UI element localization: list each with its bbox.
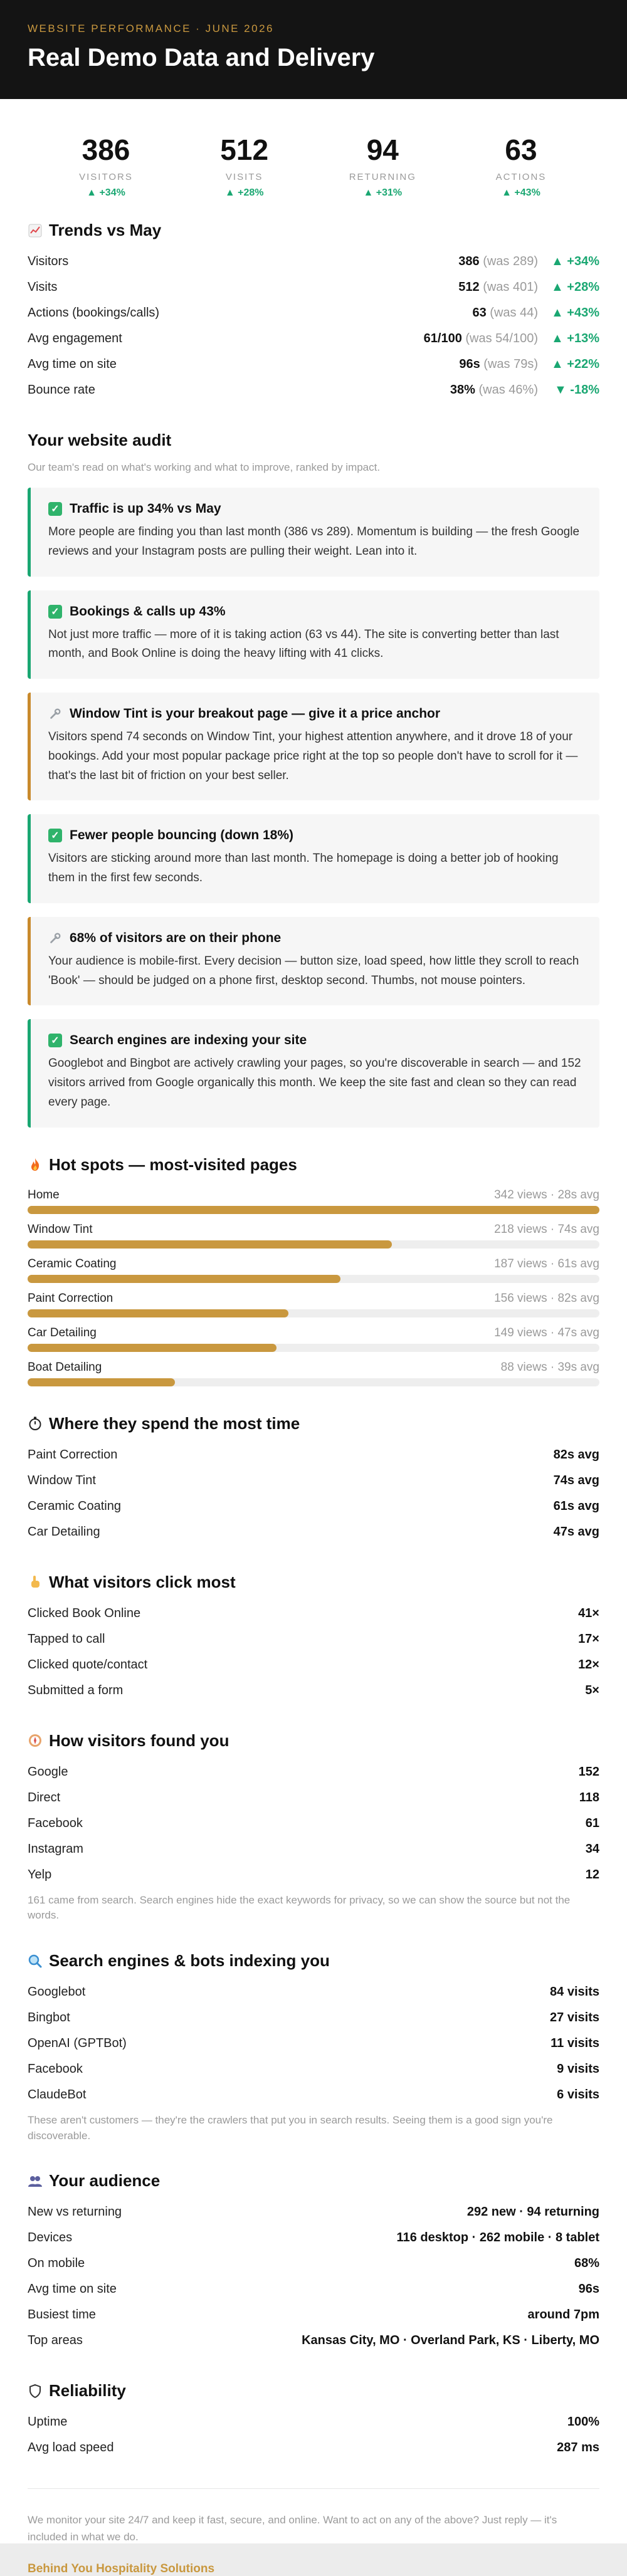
- trend-was: (was 79s): [483, 357, 538, 371]
- hotspot-stat: 156 views · 82s avg: [494, 1291, 599, 1305]
- kpi-value: 94: [366, 134, 399, 166]
- people-icon: [28, 2174, 43, 2189]
- trend-value: 512: [458, 280, 480, 294]
- audit-card-title: [48, 604, 582, 619]
- hotspot-bar-fill: [28, 1240, 392, 1249]
- hotspots-title: [28, 1155, 599, 1175]
- audience-row: [28, 2225, 599, 2251]
- audit-card: [28, 590, 599, 679]
- click-row: [28, 1678, 599, 1704]
- time-label: Ceramic Coating: [28, 1499, 121, 1513]
- hotspots-section: [28, 1155, 599, 1386]
- reliability-row: [28, 2409, 599, 2435]
- kpi-label: ACTIONS: [495, 172, 547, 182]
- time-value: 82s avg: [553, 1447, 599, 1462]
- audit-subtitle: Our team's read on what's working and what to improve, ranked by impact.: [28, 461, 381, 473]
- hotspot-stat: 342 views · 28s avg: [494, 1188, 599, 1202]
- trend-change: ▼ -18%: [554, 383, 599, 397]
- report-eyebrow: WEBSITE PERFORMANCE · JUNE 2026: [28, 23, 275, 34]
- click-row: [28, 1601, 599, 1626]
- trends-section: [28, 221, 599, 403]
- trend-row: [28, 300, 599, 326]
- bots-title: [28, 1951, 599, 1971]
- check-icon: ✓: [48, 605, 62, 619]
- trend-value: 38%: [450, 383, 475, 397]
- source-label: Google: [28, 1764, 68, 1779]
- hotspot-bar-track: [28, 1309, 599, 1317]
- bot-row: [28, 1979, 599, 2005]
- wrench-icon: [48, 931, 62, 945]
- trend-values: [458, 280, 599, 295]
- kpi-visitors: [40, 135, 172, 217]
- chart-icon: [28, 223, 43, 238]
- audience-label: Busiest time: [28, 2308, 96, 2322]
- hotspot-stat: 187 views · 61s avg: [494, 1257, 599, 1270]
- source-row: [28, 1785, 599, 1811]
- report-header: [0, 0, 627, 99]
- source-row: [28, 1862, 599, 1888]
- reliability-label: Uptime: [28, 2415, 68, 2429]
- fire-icon: [28, 1157, 43, 1172]
- audience-value: 292 new · 94 returning: [466, 2205, 599, 2219]
- audience-value: 96s: [578, 2282, 599, 2296]
- audit-card-title: [48, 931, 582, 946]
- wrench-icon: [48, 707, 62, 721]
- time-label: Paint Correction: [28, 1447, 118, 1462]
- kpi-visits: [179, 135, 310, 217]
- time-row: [28, 1494, 599, 1519]
- check-icon: ✓: [48, 829, 62, 842]
- kpi-label: RETURNING: [349, 172, 416, 182]
- trend-was: (was 46%): [478, 383, 538, 397]
- reliability-section: [28, 2381, 599, 2461]
- hotspot-page: Car Detailing: [28, 1326, 97, 1339]
- trends-title-text: Trends vs May: [49, 221, 162, 239]
- hotspot-bar-track: [28, 1206, 599, 1214]
- hotspot-bar-fill: [28, 1378, 175, 1386]
- source-value: 34: [585, 1841, 599, 1856]
- hotspot-page: Home: [28, 1188, 60, 1202]
- hotspot-stat: 218 views · 74s avg: [494, 1222, 599, 1236]
- hotspot-list: [28, 1188, 599, 1386]
- trend-change: ▲ +22%: [551, 357, 599, 371]
- bot-label: Googlebot: [28, 1985, 86, 1999]
- reliability-value: 100%: [567, 2415, 599, 2429]
- hotspot-item: [28, 1326, 599, 1352]
- click-row: [28, 1626, 599, 1652]
- bot-label: Bingbot: [28, 2011, 70, 2024]
- audience-value: 68%: [574, 2256, 599, 2271]
- clicks-section: [28, 1573, 599, 1704]
- trend-values: [458, 254, 599, 269]
- time-row: [28, 1442, 599, 1468]
- hotspot-stat: 149 views · 47s avg: [494, 1326, 599, 1339]
- click-value: 5×: [585, 1683, 599, 1697]
- bot-label: ClaudeBot: [28, 2088, 87, 2102]
- hotspot-bar-fill: [28, 1344, 277, 1352]
- audience-row: [28, 2199, 599, 2225]
- clicks-title-text: What visitors click most: [49, 1572, 236, 1591]
- bot-value: 84 visits: [550, 1985, 599, 1999]
- source-label: Instagram: [28, 1841, 83, 1856]
- source-value: 152: [578, 1764, 599, 1779]
- hotspot-bar-track: [28, 1240, 599, 1249]
- hotspot-bar-track: [28, 1275, 599, 1283]
- trend-change: ▲ +43%: [551, 306, 599, 320]
- audience-value: 116 desktop · 262 mobile · 8 tablet: [396, 2231, 599, 2245]
- audit-section: [28, 431, 599, 1128]
- audit-card-body: Visitors are sticking around more than last month. The homepage is doing a better job of hooking them in the first few seconds.: [48, 852, 559, 885]
- kpi-returning: [317, 135, 448, 217]
- audience-label: On mobile: [28, 2256, 85, 2271]
- source-row: [28, 1759, 599, 1785]
- time-section: [28, 1414, 599, 1545]
- hotspot-item: [28, 1223, 599, 1249]
- hotspot-item: [28, 1292, 599, 1317]
- source-label: Direct: [28, 1790, 61, 1804]
- audience-label: New vs returning: [28, 2205, 122, 2219]
- kpi-label: VISITS: [225, 172, 263, 182]
- audit-card-title-text: Search engines are indexing your site: [70, 1033, 307, 1048]
- bots-section: [28, 1951, 599, 2144]
- audit-card-body: Visitors spend 74 seconds on Window Tint, your highest attention anywhere, and it drove 18 of your bookings. Add your most popular package price right at the top so people don't have to scroll for it — that's the last bit of friction on your best seller.: [48, 730, 578, 782]
- trend-values: [459, 357, 599, 372]
- trend-values: [450, 383, 599, 397]
- bots-title-text: Search engines & bots indexing you: [49, 1951, 330, 1970]
- audit-card-title-text: Traffic is up 34% vs May: [70, 501, 221, 516]
- click-label: Clicked Book Online: [28, 1606, 141, 1620]
- kpi-actions: [455, 135, 587, 217]
- time-label: Car Detailing: [28, 1524, 100, 1539]
- kpi-change: ▲ +31%: [363, 187, 403, 198]
- audit-card-body: Googlebot and Bingbot are actively crawling your pages, so you're discoverable in search — and 152 visitors arrived from Google organically this month. We keep the site fast and clean so they can read every page.: [48, 1057, 581, 1109]
- trend-label: Bounce rate: [28, 383, 95, 397]
- trend-was: (was 54/100): [465, 332, 538, 345]
- trend-value: 386: [458, 254, 480, 268]
- trend-value: 96s: [459, 357, 480, 371]
- audit-card-title: [48, 706, 582, 721]
- audience-label: Devices: [28, 2231, 73, 2245]
- source-value: 12: [585, 1867, 599, 1882]
- hotspot-page: Window Tint: [28, 1222, 93, 1236]
- hotspot-bar-fill: [28, 1275, 340, 1283]
- audience-title: [28, 2171, 599, 2191]
- time-label: Window Tint: [28, 1473, 96, 1487]
- click-value: 12×: [578, 1657, 599, 1672]
- audit-card: [28, 1019, 599, 1127]
- time-value: 61s avg: [553, 1499, 599, 1513]
- source-row: [28, 1811, 599, 1836]
- reliability-label: Avg load speed: [28, 2441, 114, 2455]
- source-row: [28, 1836, 599, 1862]
- source-label: Facebook: [28, 1816, 83, 1830]
- trend-label: Avg engagement: [28, 332, 122, 345]
- report-title: Real Demo Data and Delivery: [28, 44, 375, 71]
- sources-section: [28, 1731, 599, 1924]
- trend-was: (was 44): [490, 306, 538, 320]
- trend-row: [28, 275, 599, 300]
- pointing-hand-icon: [28, 1574, 43, 1589]
- audience-label: Avg time on site: [28, 2282, 117, 2296]
- report-content: [0, 99, 627, 2576]
- stopwatch-icon: [28, 1416, 43, 1431]
- hotspot-item: [28, 1361, 599, 1386]
- kpi-change: ▲ +28%: [224, 187, 264, 198]
- audit-card-body: Not just more traffic — more of it is taking action (63 vs 44). The site is converting better than last month, and Book Online is doing the heavy lifting with 41 clicks.: [48, 627, 559, 661]
- audit-card: [28, 693, 599, 800]
- bots-note: These aren't customers — they're the crawlers that put you in search results. Seeing them is a good sign you're discoverable.: [28, 2114, 553, 2142]
- click-value: 17×: [578, 1631, 599, 1646]
- trend-change: ▲ +13%: [551, 332, 599, 345]
- bot-row: [28, 2031, 599, 2056]
- hotspot-item: [28, 1257, 599, 1283]
- kpi-value: 512: [220, 134, 269, 166]
- trend-was: (was 401): [483, 280, 538, 294]
- sources-title: [28, 1731, 599, 1751]
- kpi-value: 63: [505, 134, 537, 166]
- compass-icon: [28, 1733, 43, 1748]
- audit-card-title-text: 68% of visitors are on their phone: [70, 930, 282, 945]
- audience-title-text: Your audience: [49, 2171, 161, 2191]
- hotspot-page: Paint Correction: [28, 1291, 113, 1305]
- check-icon: ✓: [48, 1034, 62, 1047]
- bot-value: 11 visits: [551, 2036, 599, 2050]
- time-title-text: Where they spend the most time: [49, 1413, 300, 1433]
- trends-title: [28, 221, 599, 240]
- source-label: Yelp: [28, 1867, 52, 1882]
- audit-card-title: [48, 828, 582, 843]
- audience-row: [28, 2328, 599, 2353]
- hotspot-bar-fill: [28, 1309, 288, 1317]
- trend-label: Avg time on site: [28, 357, 117, 371]
- audit-card-title-text: Bookings & calls up 43%: [70, 604, 226, 619]
- click-row: [28, 1652, 599, 1678]
- trend-label: Actions (bookings/calls): [28, 306, 160, 320]
- bot-label: OpenAI (GPTBot): [28, 2036, 127, 2050]
- kpi-strip: [28, 99, 599, 217]
- hotspot-bar-track: [28, 1378, 599, 1386]
- bot-value: 27 visits: [550, 2011, 599, 2024]
- source-value: 61: [585, 1816, 599, 1830]
- bot-label: Facebook: [28, 2062, 83, 2076]
- audit-card-title-text: Window Tint is your breakout page — give it a price anchor: [70, 706, 441, 721]
- click-value: 41×: [578, 1606, 599, 1620]
- hotspot-bar-fill: [28, 1206, 599, 1214]
- click-label: Tapped to call: [28, 1631, 105, 1646]
- kpi-value: 386: [82, 134, 130, 166]
- trend-values: [472, 306, 599, 320]
- trend-was: (was 289): [483, 254, 538, 268]
- trend-change: ▲ +34%: [551, 254, 599, 268]
- reliability-value: 287 ms: [557, 2441, 599, 2455]
- trend-row: [28, 377, 599, 403]
- trend-value: 61/100: [423, 332, 462, 345]
- hotspot-page: Boat Detailing: [28, 1360, 102, 1374]
- hotspot-page: Ceramic Coating: [28, 1257, 117, 1270]
- shield-icon: [28, 2384, 43, 2399]
- click-label: Clicked quote/contact: [28, 1657, 148, 1672]
- audience-row: [28, 2251, 599, 2276]
- kpi-label: VISITORS: [79, 172, 133, 182]
- audit-card: [28, 814, 599, 903]
- time-value: 47s avg: [553, 1524, 599, 1539]
- trend-row: [28, 326, 599, 352]
- bot-row: [28, 2005, 599, 2031]
- trend-label: Visits: [28, 280, 58, 294]
- hotspots-title-text: Hot spots — most-visited pages: [49, 1154, 297, 1174]
- audience-section: [28, 2171, 599, 2353]
- clicks-title: [28, 1573, 599, 1592]
- trend-label: Visitors: [28, 254, 69, 268]
- click-label: Submitted a form: [28, 1683, 124, 1697]
- reliability-row: [28, 2435, 599, 2461]
- audit-card: [28, 488, 599, 577]
- sources-title-text: How visitors found you: [49, 1730, 229, 1750]
- magnifier-icon: [28, 1954, 43, 1969]
- audit-card-body: Your audience is mobile-first. Every decision — button size, load speed, how little they scroll to reach 'Book' — should be judged on a phone first, desktop second. Thumbs, not mouse pointers.: [48, 954, 579, 987]
- hotspot-bar-track: [28, 1344, 599, 1352]
- audience-value: around 7pm: [527, 2308, 599, 2322]
- kpi-change: ▲ +43%: [502, 187, 540, 198]
- trend-values: [424, 332, 599, 346]
- sources-note: 161 came from search. Search engines hide the exact keywords for privacy, so we can show the source but not the words.: [28, 1893, 571, 1922]
- bot-value: 9 visits: [557, 2062, 599, 2076]
- footer-note: We monitor your site 24/7 and keep it fast, secure, and online. Want to act on any of the above? Just reply — it's included in what we do.: [28, 2514, 557, 2543]
- bot-row: [28, 2056, 599, 2082]
- audit-card-title-text: Fewer people bouncing (down 18%): [70, 828, 294, 843]
- audit-card: [28, 917, 599, 1006]
- time-row: [28, 1468, 599, 1494]
- reliability-title: [28, 2381, 599, 2401]
- audit-card-title: [48, 501, 582, 516]
- kpi-change: ▲ +34%: [87, 187, 125, 198]
- audit-card-body: More people are finding you than last month (386 vs 289). Momentum is building — the fresh Google reviews and your Instagram posts are pulling their weight. Lean into it.: [48, 525, 580, 558]
- audience-row: [28, 2276, 599, 2302]
- audience-value: Kansas City, MO · Overland Park, KS · Liberty, MO: [302, 2333, 599, 2348]
- audit-title: Your website audit: [28, 431, 172, 449]
- audience-label: Top areas: [28, 2333, 83, 2348]
- time-value: 74s avg: [553, 1473, 599, 1487]
- hotspot-item: [28, 1188, 599, 1214]
- hotspot-stat: 88 views · 39s avg: [500, 1360, 599, 1374]
- source-value: 118: [579, 1790, 599, 1804]
- report-footer: [28, 2488, 599, 2575]
- check-icon: ✓: [48, 502, 62, 516]
- time-title: [28, 1414, 599, 1433]
- time-row: [28, 1519, 599, 1545]
- audit-card-title: [48, 1033, 582, 1048]
- trend-change: ▲ +28%: [551, 280, 599, 294]
- trend-row: [28, 352, 599, 377]
- trend-value: 63: [472, 306, 487, 320]
- brand-link[interactable]: Behind You Hospitality Solutions: [28, 2562, 215, 2575]
- bot-value: 6 visits: [557, 2088, 599, 2102]
- reliability-title-text: Reliability: [49, 2381, 126, 2401]
- bot-row: [28, 2082, 599, 2108]
- trend-row: [28, 249, 599, 275]
- audience-row: [28, 2302, 599, 2328]
